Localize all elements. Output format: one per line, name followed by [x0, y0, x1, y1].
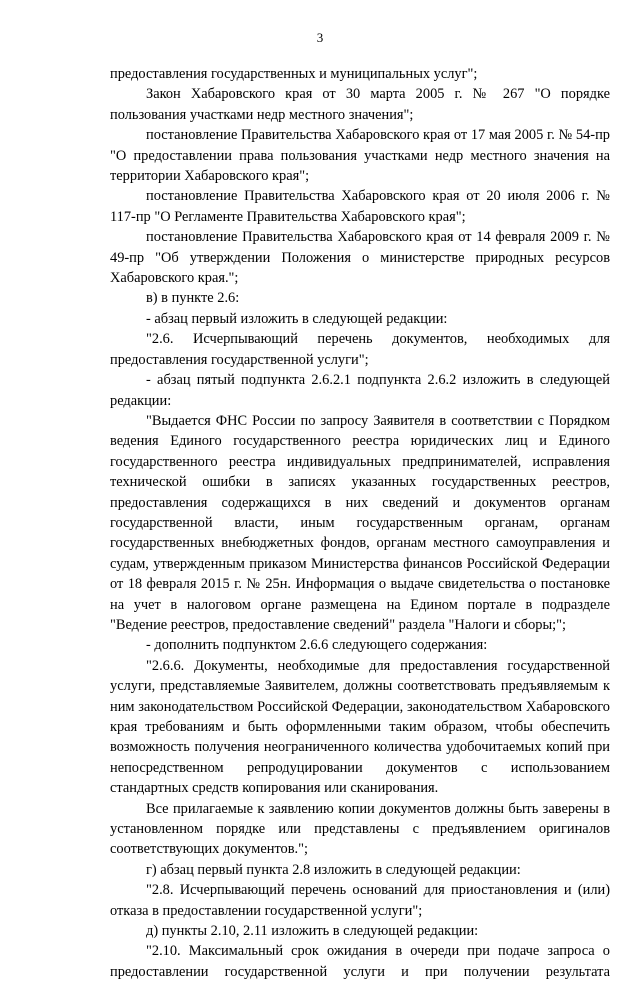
paragraph: д) пункты 2.10, 2.11 изложить в следующей редакции:	[146, 923, 479, 940]
paragraph: - абзац пятый подпункта 2.6.2.1 подпункта 2.6.2 изложить в следующей редакции:	[110, 372, 610, 409]
paragraph: "2.8. Исчерпывающий перечень оснований для приостановления и (или) отказа в предоставлении государственной услуги";	[110, 882, 610, 919]
paragraph: г) абзац первый пункта 2.8 изложить в следующей редакции:	[146, 861, 521, 878]
document-body	[110, 64, 610, 982]
paragraph: в) в пункте 2.6:	[146, 290, 240, 307]
paragraph: постановление Правительства Хабаровского края от 17 мая 2005 г. № 54-пр "О предоставлении права пользования участками недр местного значения на территории Хабаровского края";	[110, 127, 610, 185]
paragraph: "Выдается ФНС России по запросу Заявителя в соответствии с Порядком ведения Единого государственного реестра юридических лиц и Единого государственного реестра индивидуальных предпринимателей, исправления технической ошибки в записях указанных государственных реестров, предоставления содержащихся в них сведений и документов органам государственной власти, иным государственным органам, органам государственных внебюджетных фондов, органам местного самоуправления и судам, утвержденным приказом Министерства финансов Российской Федерации от 18 февраля 2015 г. № 25н. Информация о выдаче свидетельства о постановке на учет в налоговом органе размещена на Едином портале в подразделе "Ведение реестров, предоставление сведений" раздела "Налоги и сборы;";	[110, 412, 610, 633]
paragraph: "2.6.6. Документы, необходимые для предоставления государственной услуги, представляемые Заявителем, должны соответствовать предъявляемым к ним законодательством Российской Федерации, законодательством Хабаровского края требованиям и быть оформленными таким образом, чтобы обеспечить возможность получения неограниченного количества удобочитаемых копий при непосредственном репродуцировании документов с использованием стандартных средств копирования или сканирования.	[110, 657, 610, 797]
paragraph: постановление Правительства Хабаровского края от 14 февраля 2009 г. № 49-пр "Об утверждении Положения о министерстве природных ресурсов Хабаровского края.";	[110, 229, 610, 287]
paragraph: - абзац первый изложить в следующей редакции:	[146, 310, 448, 327]
paragraph: постановление Правительства Хабаровского края от 20 июля 2006 г. № 117-пр "О Регламенте Правительства Хабаровского края";	[110, 188, 610, 225]
paragraph: Все прилагаемые к заявлению копии документов должны быть заверены в установленном порядке или представлены с предъявлением оригиналов соответствующих документов.";	[110, 800, 610, 858]
paragraph: "2.6. Исчерпывающий перечень документов, необходимых для предоставления государственной услуги";	[110, 331, 610, 368]
paragraph: предоставления государственных и муниципальных услуг";	[110, 66, 478, 82]
paragraph: "2.10. Максимальный срок ожидания в очереди при подаче запроса о предоставлении государственной услуги и при получении результата	[110, 943, 610, 980]
paragraph: - дополнить подпунктом 2.6.6 следующего содержания:	[146, 637, 488, 654]
page-number: 3	[316, 30, 324, 45]
paragraph: Закон Хабаровского края от 30 марта 2005 г. № 267 "О порядке пользования участками недр местного значения";	[110, 86, 610, 123]
